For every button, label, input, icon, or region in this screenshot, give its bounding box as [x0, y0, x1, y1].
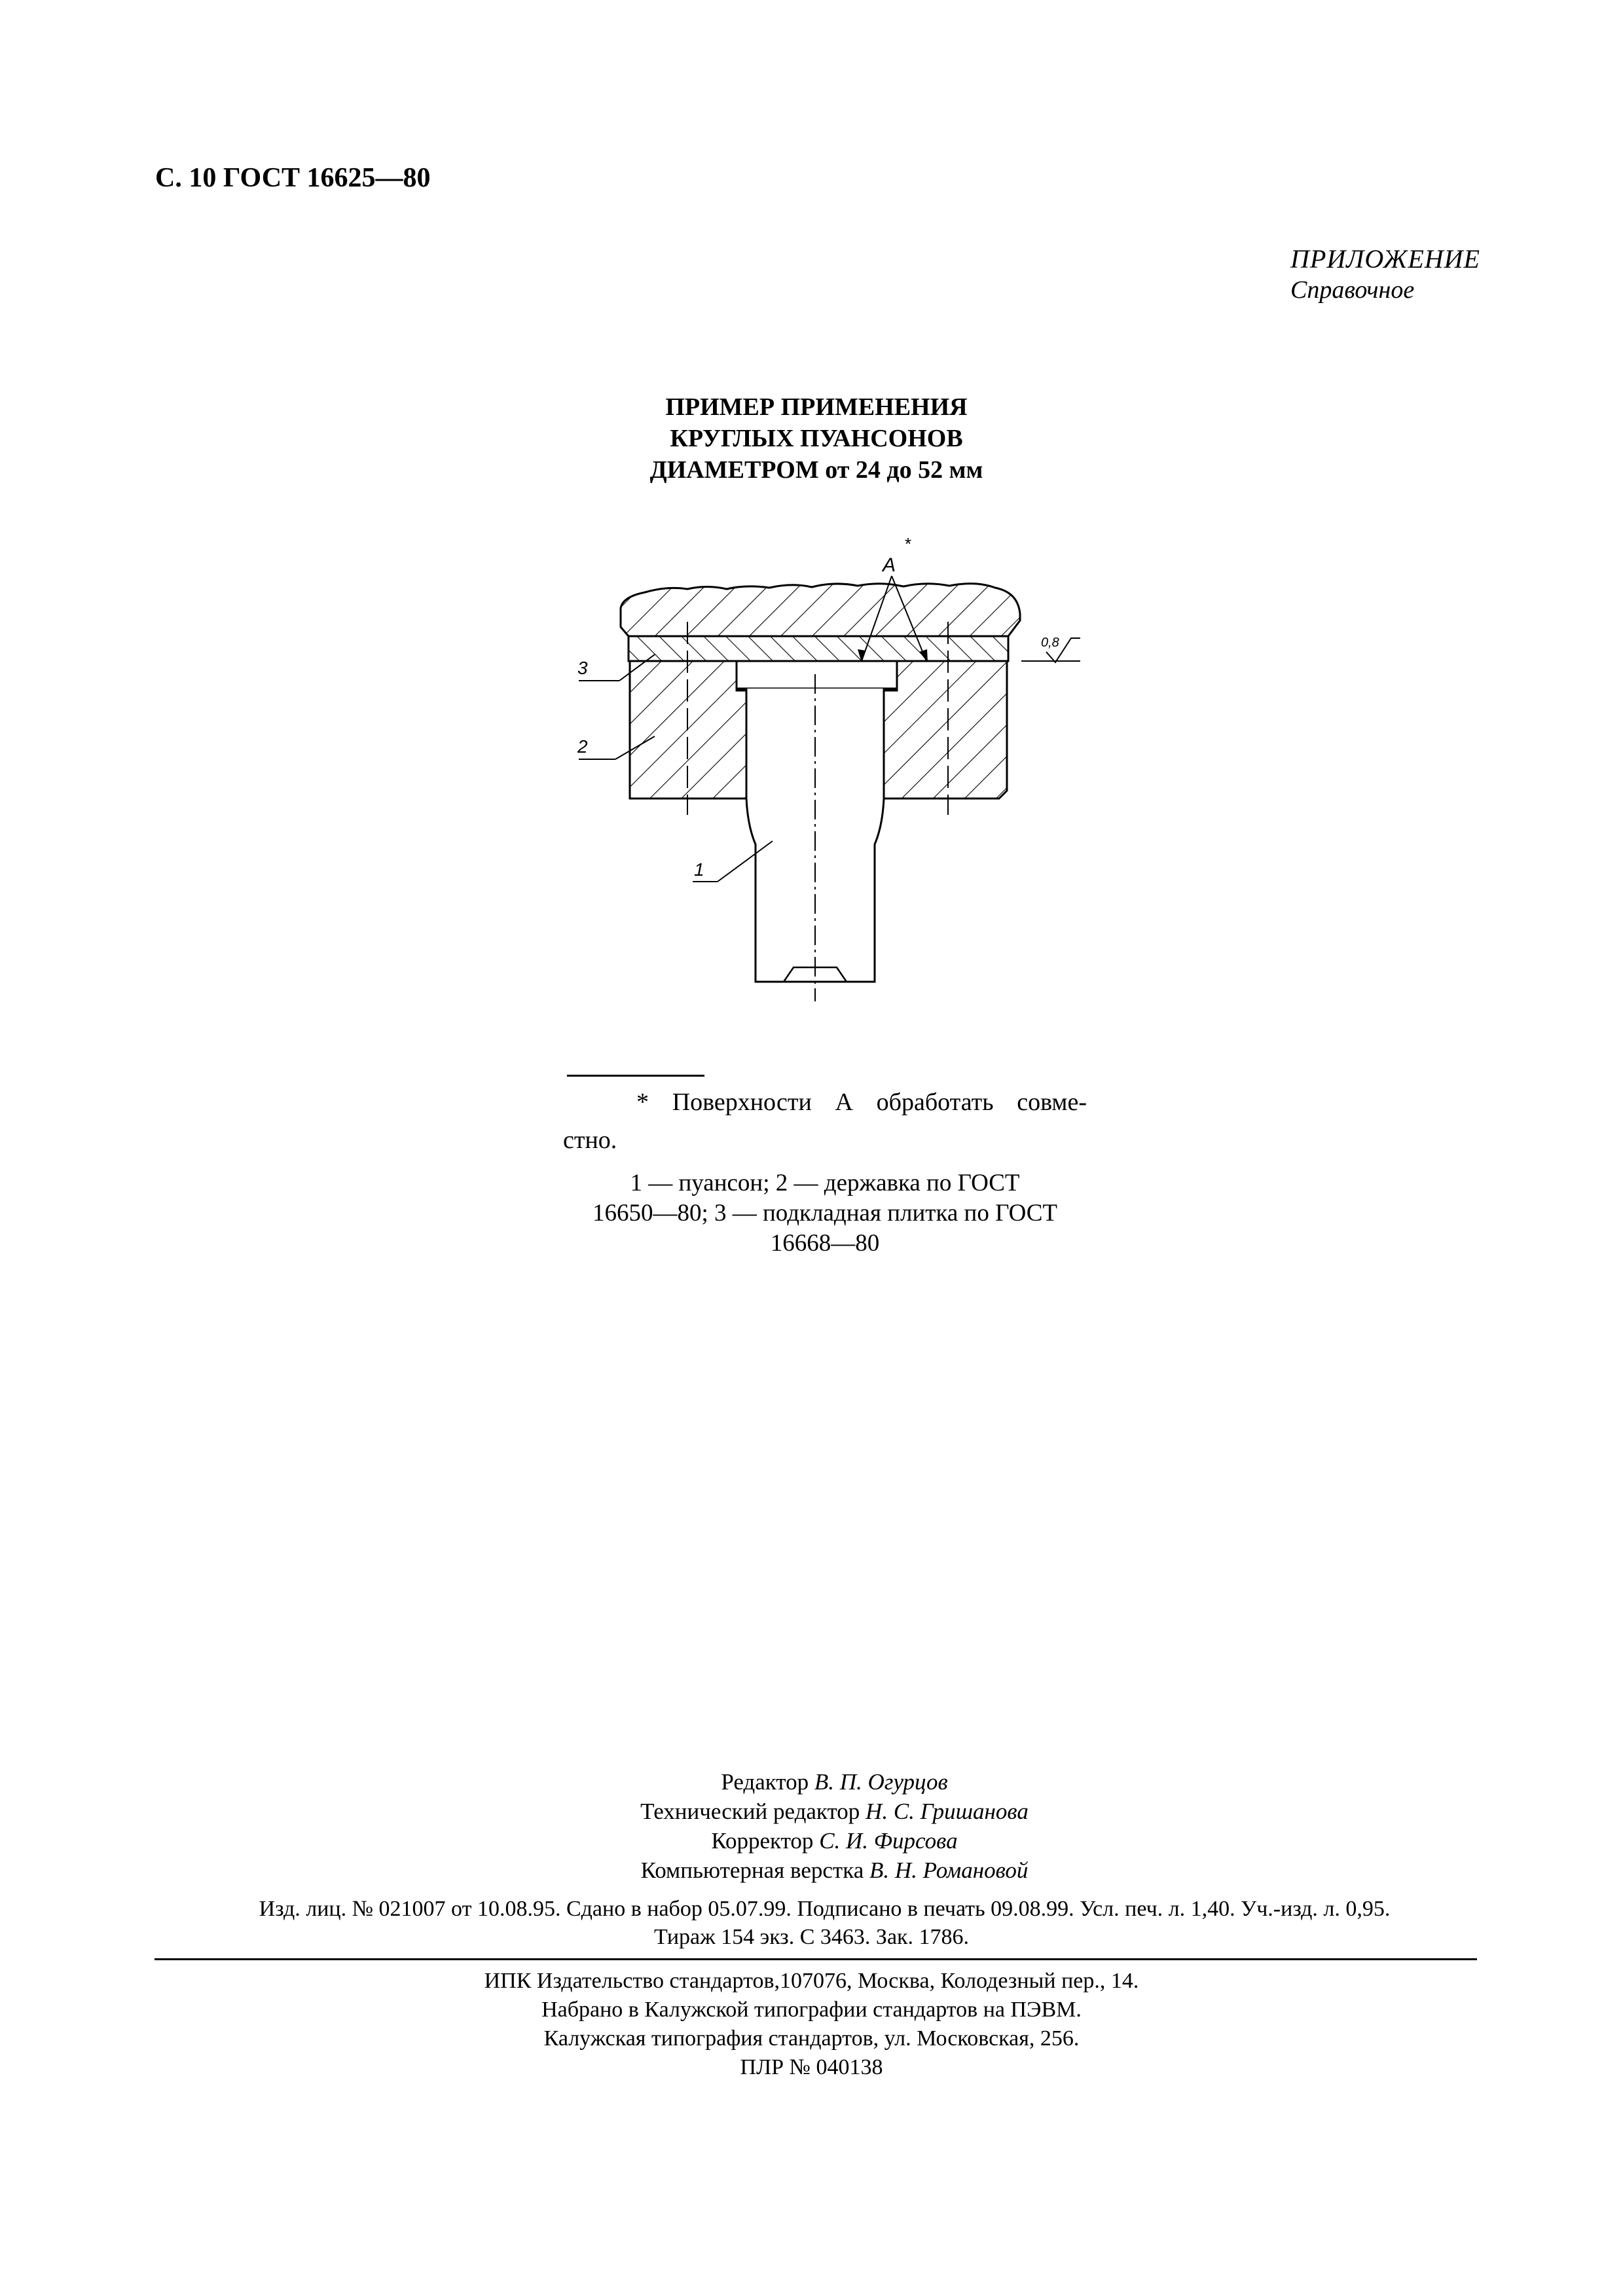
credit-editor: [0, 1767, 1623, 1797]
printer-line-3: Калужская типография стандартов, ул. Московская, 256.: [543, 2026, 1080, 2051]
punch-assembly-drawing: [563, 524, 1100, 1021]
title-line-3: ДИАМЕТРОМ от 24 до 52 мм: [649, 456, 983, 484]
callout-roughness: 0,8: [1041, 636, 1059, 650]
footnote-line-2: стно.: [563, 1126, 617, 1154]
publication-info: [0, 1895, 1623, 1951]
title-line-1: ПРИМЕР ПРИМЕНЕНИЯ: [665, 393, 968, 421]
printer-line-1: ИПК Издательство стандартов,107076, Москва, Колодезный пер., 14.: [484, 1969, 1139, 1993]
credit-tech-editor: [0, 1797, 1623, 1826]
appendix-title: [0, 391, 1623, 486]
page-header: С. 10 ГОСТ 16625—80: [155, 163, 431, 193]
punch-head: [737, 661, 897, 689]
credit-tech-name: Н. С. Гришанова: [866, 1799, 1029, 1824]
publication-line-2: Тираж 154 экз. С 3463. Зак. 1786.: [653, 1925, 970, 1949]
credit-proofreader: [0, 1826, 1623, 1856]
credit-layout-name: В. Н. Романовой: [869, 1857, 1029, 1883]
legend-line-2: 16650—80; 3 — подкладная плитка по ГОСТ: [592, 1200, 1058, 1227]
footnote-rule: [567, 1075, 704, 1077]
drawing-legend: [563, 1168, 1087, 1259]
publication-line-1: Изд. лиц. № 021007 от 10.08.95. Сдано в набор 05.07.99. Подписано в печать 09.08.99. Усл. печ. л. 1,40. Уч.-изд. л. 0,95.: [259, 1897, 1391, 1921]
credit-tech-role: Технический редактор: [640, 1799, 860, 1824]
credits-block: [0, 1767, 1623, 1885]
title-line-2: КРУГЛЫХ ПУАНСОНОВ: [670, 425, 963, 452]
credit-editor-role: Редактор: [721, 1769, 809, 1795]
appendix-label-block: [1290, 243, 1480, 304]
footnote: [563, 1083, 1087, 1159]
credit-layout: [0, 1856, 1623, 1885]
legend-line-3: 16668—80: [770, 1230, 880, 1257]
appendix-kind: Справочное: [1290, 276, 1415, 304]
credit-proof-name: С. И. Фирсова: [819, 1828, 958, 1854]
credit-proof-role: Корректор: [711, 1828, 814, 1854]
appendix-label: ПРИЛОЖЕНИЕ: [1290, 244, 1480, 274]
callout-1: 1: [694, 859, 704, 880]
printer-info: [0, 1967, 1623, 2082]
credit-editor-name: В. П. Огурцов: [814, 1769, 948, 1795]
callout-surface-a: А: [883, 554, 896, 576]
ram-plate: [621, 584, 1020, 636]
printer-line-4: ПЛР № 040138: [740, 2055, 883, 2079]
footnote-line-1: * Поверхности А обработать совме-: [636, 1088, 1087, 1116]
holder-right: [884, 661, 1007, 798]
legend-line-1: 1 — пуансон; 2 — державка по ГОСТ: [630, 1170, 1020, 1196]
callout-surface-mark: *: [905, 534, 912, 554]
callout-2: 2: [577, 736, 588, 757]
backing-plate: [629, 636, 1008, 661]
imprint-divider: [155, 1958, 1477, 1960]
credit-layout-role: Компьютерная верстка: [640, 1857, 864, 1883]
callout-3: 3: [577, 658, 588, 678]
printer-line-2: Набрано в Калужской типографии стандартов на ПЭВМ.: [541, 1998, 1082, 2022]
